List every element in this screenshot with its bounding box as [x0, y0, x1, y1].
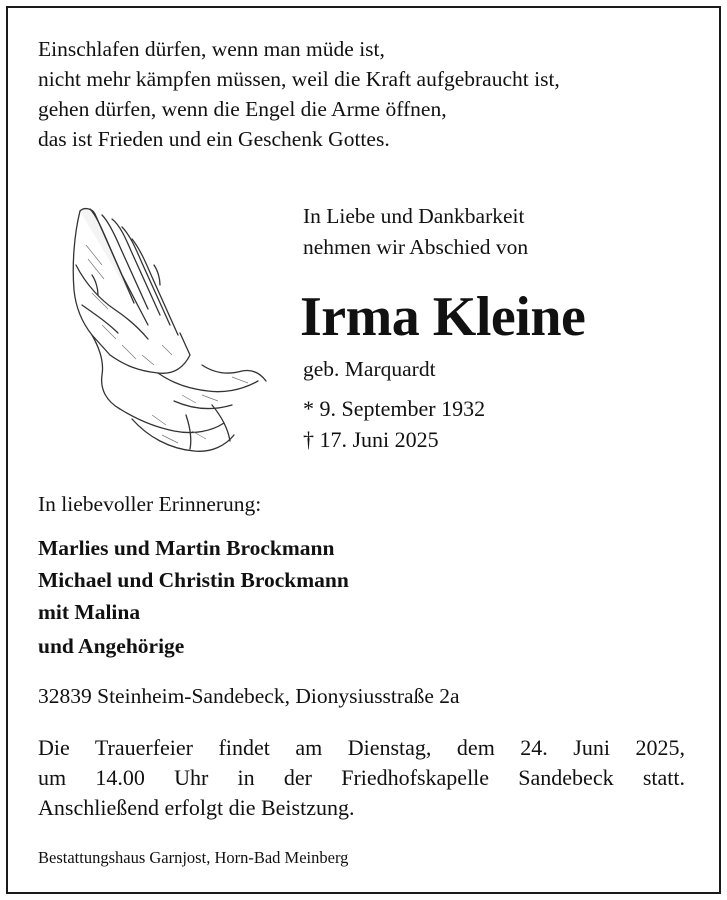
mourner-2: Michael und Christin Brockmann: [38, 568, 349, 592]
poem-line-4: das ist Frieden und ein Geschenk Gottes.: [38, 127, 390, 151]
service-line-1: Die Trauerfeier findet am Dienstag, dem 24. Juni 2025,: [38, 735, 685, 760]
deceased-name: Irma Kleine: [300, 286, 586, 348]
funeral-home: Bestattungshaus Garnjost, Horn-Bad Meinberg: [38, 848, 349, 867]
death-date: † 17. Juni 2025: [303, 427, 439, 452]
intro-line-2: nehmen wir Abschied von: [303, 235, 529, 259]
mourner-3: mit Malina: [38, 600, 141, 624]
intro-line-1: In Liebe und Dankbarkeit: [303, 204, 525, 228]
poem-line-1: Einschlafen dürfen, wenn man müde ist,: [38, 37, 385, 61]
mourner-1: Marlies und Martin Brockmann: [38, 536, 335, 560]
memory-heading: In liebevoller Erinnerung:: [38, 492, 262, 516]
birth-date: * 9. September 1932: [303, 396, 486, 421]
service-info: [38, 737, 685, 819]
service-line-3: Anschließend erfolgt die Beistzung.: [38, 795, 355, 820]
mourner-4: und Angehörige: [38, 634, 185, 658]
service-line-2: um 14.00 Uhr in der Friedhofskapelle Sandebeck statt.: [38, 765, 685, 790]
birth-name: geb. Marquardt: [303, 357, 436, 381]
poem-line-2: nicht mehr kämpfen müssen, weil die Kraft aufgebraucht ist,: [38, 67, 560, 91]
address: 32839 Steinheim-Sandebeck, Dionysiusstraße 2a: [38, 684, 460, 708]
praying-hands-icon: [62, 205, 272, 455]
poem-line-3: gehen dürfen, wenn die Engel die Arme öffnen,: [38, 97, 447, 121]
